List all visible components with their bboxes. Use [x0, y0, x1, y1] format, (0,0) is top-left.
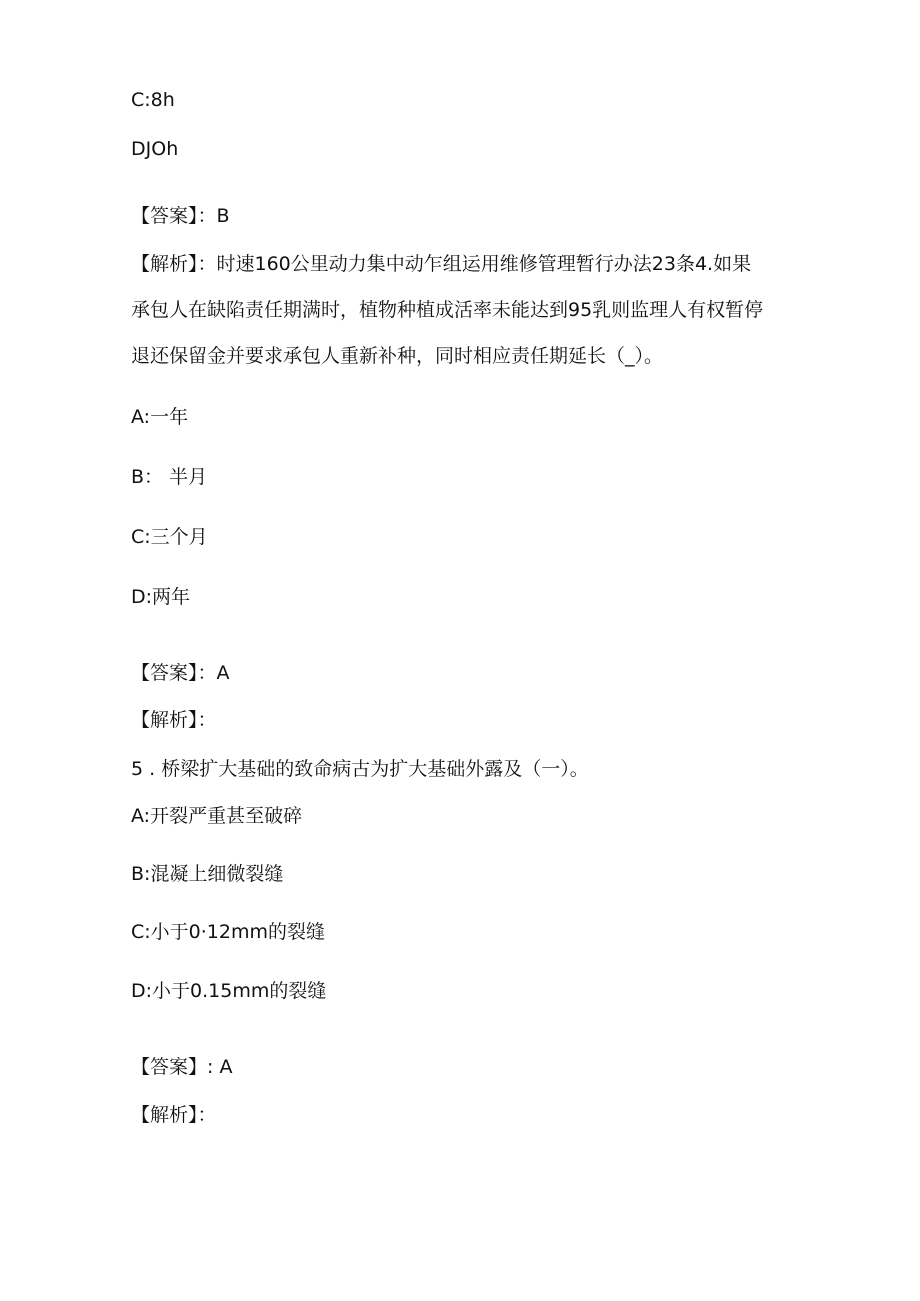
- explanation-paragraph: [131, 241, 791, 379]
- option-c-line: C:8h: [131, 89, 175, 111]
- q5-option-a: A:开裂严重甚至破碎: [131, 805, 303, 827]
- q4-answer: 【答案】：A: [131, 662, 230, 684]
- q4-analysis: 【解析】：: [131, 709, 217, 731]
- q5-option-b: B:混凝上细微裂缝: [131, 863, 284, 885]
- explanation-line-1: 【解析】：时速160公里动力集中动乍组运用维修管理暂行办法23条4.如果: [131, 253, 752, 275]
- q4-option-d: D:两年: [131, 586, 191, 608]
- q5-answer: 【答案】: A: [131, 1056, 233, 1078]
- q5-option-d: D:小于0.15mm的裂缝: [131, 980, 327, 1002]
- option-d-line: DJOh: [131, 138, 179, 160]
- explanation-line-2: 承包人在缺陷责任期满时，植物种植成活率未能达到95乳则监理人有权暂停: [131, 299, 764, 321]
- explanation-line-3: 退还保留金并要求承包人重新补种，同时相应责任期延长（_）。: [131, 345, 664, 367]
- q4-option-a: A:一年: [131, 406, 189, 428]
- q5-stem: 5 . 桥梁扩大基础的致命病古为扩大基础外露及（一）。: [131, 758, 589, 780]
- answer-line: 【答案】：B: [131, 205, 230, 227]
- q4-option-b: B： 半月: [131, 466, 208, 488]
- q5-option-c: C:小于0·12mm的裂缝: [131, 921, 325, 943]
- q5-analysis: 【解析】：: [131, 1104, 217, 1126]
- q4-option-c: C:三个月: [131, 526, 208, 548]
